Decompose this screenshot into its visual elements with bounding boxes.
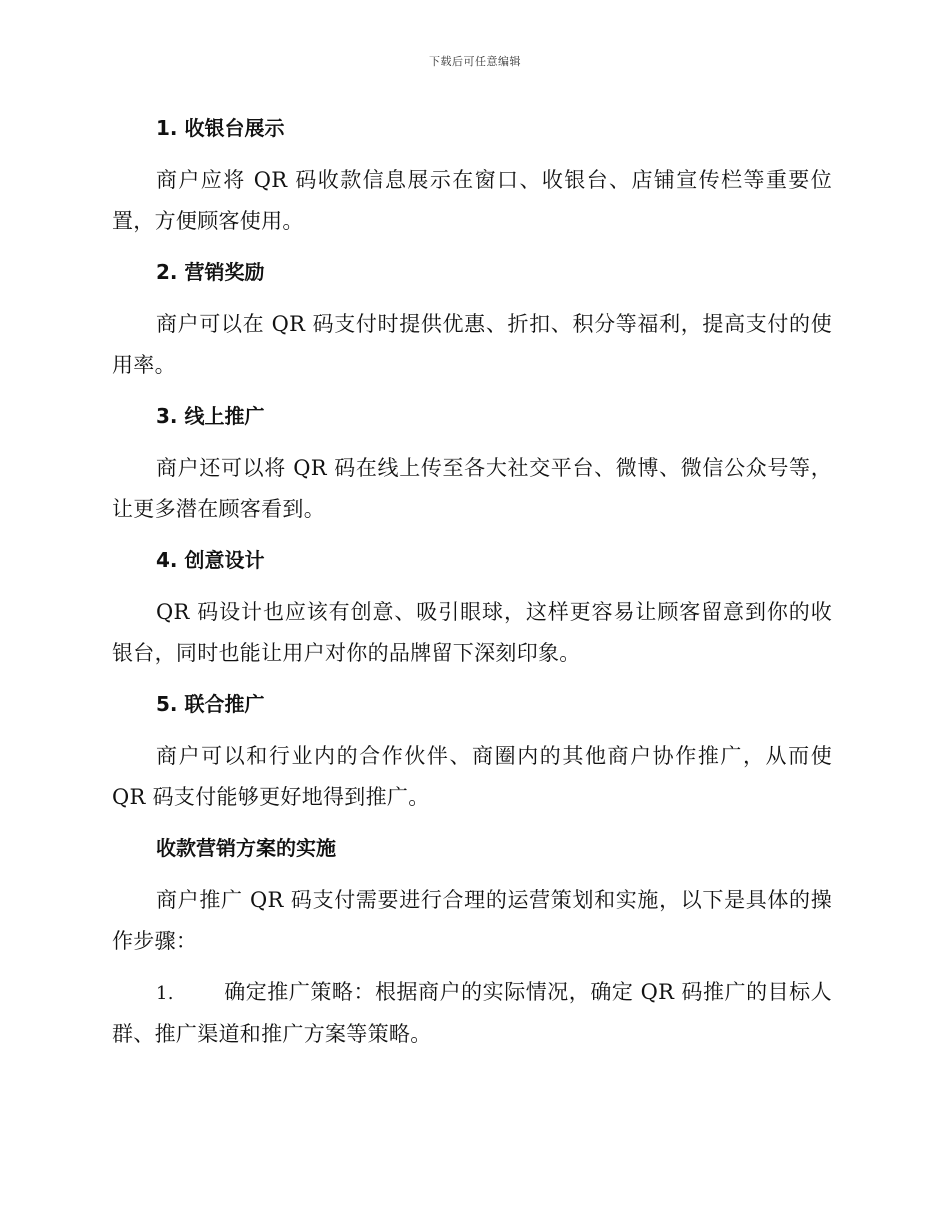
section-heading: 收款营销方案的实施 [156, 836, 336, 860]
numbered-list-item [112, 972, 832, 1055]
section-paragraph: 商户可以在 QR 码支付时提供优惠、折扣、积分等福利，提高支付的使用率。 [112, 312, 832, 377]
section-heading: 2. 营销奖励 [156, 260, 265, 284]
document-body [112, 108, 832, 1055]
section-paragraph: 商户应将 QR 码收款信息展示在窗口、收银台、店铺宣传栏等重要位置，方便顾客使用。 [112, 168, 832, 233]
list-item-number: 1. [156, 983, 174, 1004]
section-paragraph: 商户可以和行业内的合作伙伴、商圈内的其他商户协作推广，从而使 QR 码支付能够更好地得到推广。 [112, 744, 832, 809]
section-heading: 4. 创意设计 [156, 548, 265, 572]
page-header: 下载后可任意编辑 [429, 55, 521, 68]
section-heading: 1. 收银台展示 [156, 116, 285, 140]
section-paragraph: 商户推广 QR 码支付需要进行合理的运营策划和实施，以下是具体的操作步骤： [112, 888, 832, 953]
section-paragraph: QR 码设计也应该有创意、吸引眼球，这样更容易让顾客留意到你的收银台，同时也能让用户对你的品牌留下深刻印象。 [112, 600, 832, 665]
section-heading: 5. 联合推广 [156, 692, 265, 716]
list-item-text: 确定推广策略：根据商户的实际情况，确定 QR 码推广的目标人群、推广渠道和推广方案等策略。 [112, 980, 832, 1046]
section-paragraph: 商户还可以将 QR 码在线上传至各大社交平台、微博、微信公众号等，让更多潜在顾客看到。 [112, 456, 832, 521]
section-heading: 3. 线上推广 [156, 404, 265, 428]
